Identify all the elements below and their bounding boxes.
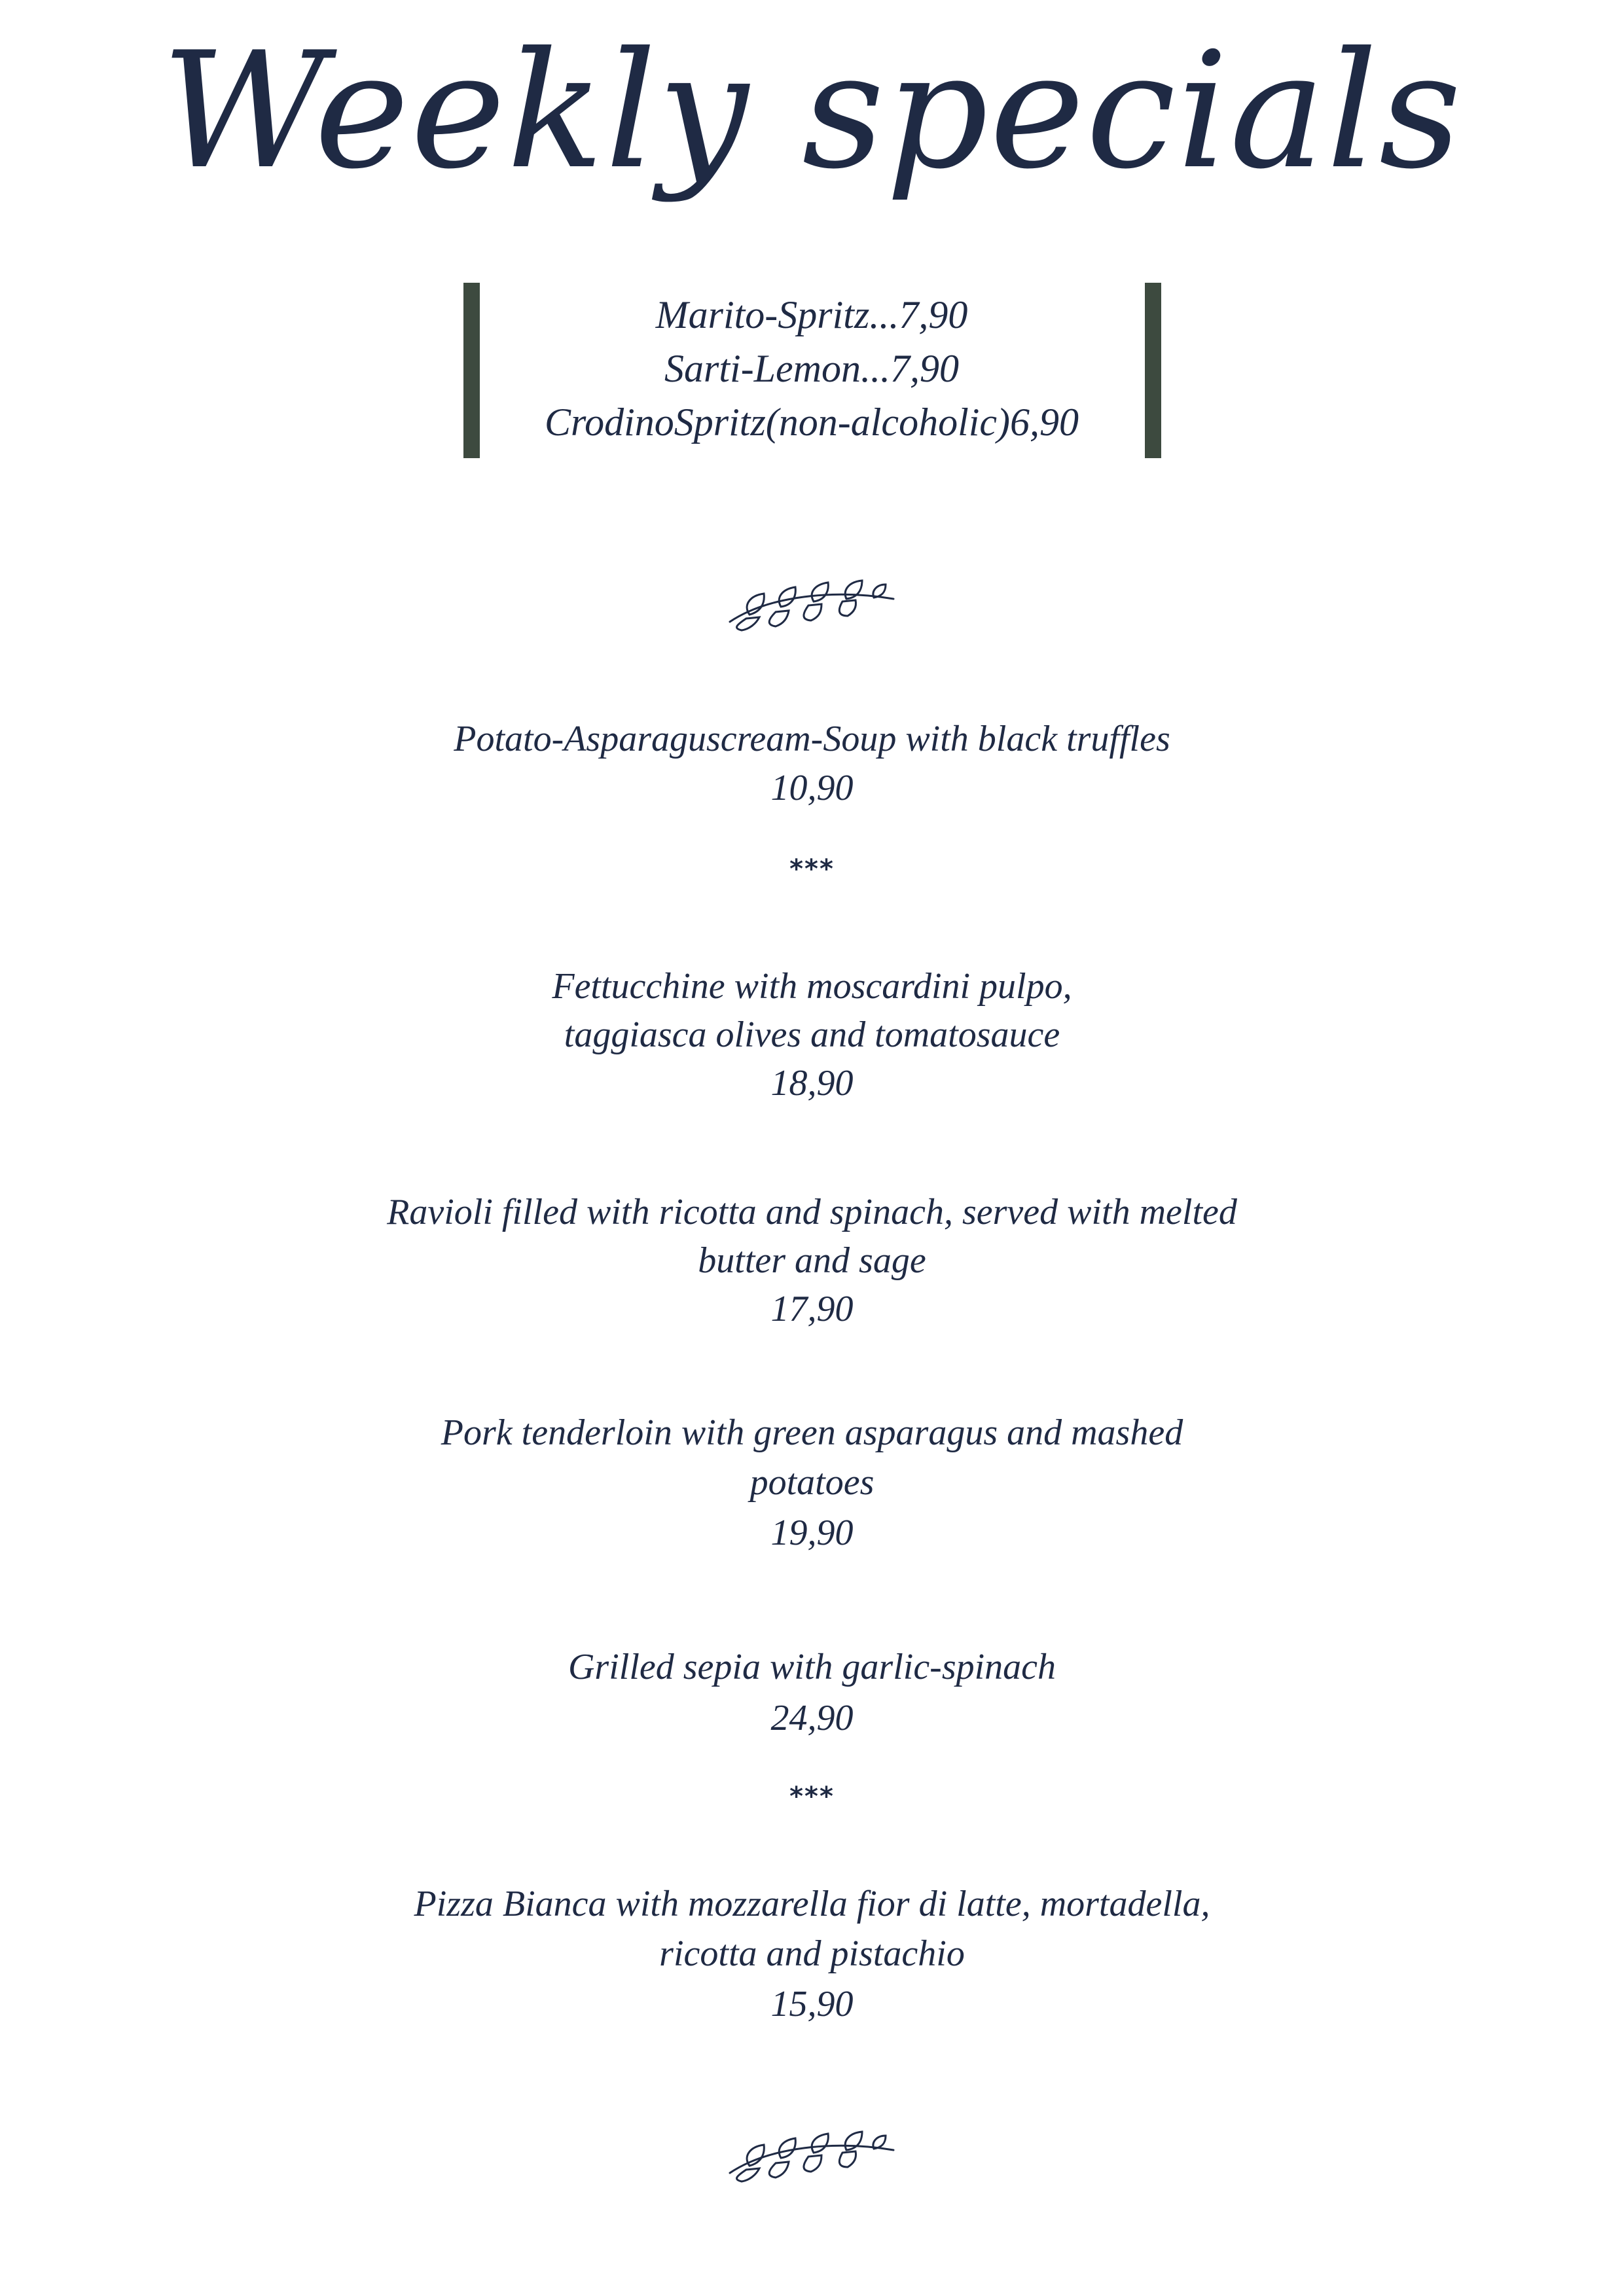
dish-name: Potato-Asparaguscream-Soup with black truffles [454, 719, 1170, 759]
dish-name: Pork tenderloin with green asparagus and mashed [441, 1412, 1183, 1453]
page-title: Weekly specials [161, 18, 1463, 204]
right-accent-bar [1145, 283, 1161, 458]
left-accent-bar [463, 283, 480, 458]
drink-item: Marito-Spritz...7,90 [655, 293, 968, 336]
dish-price: 17,90 [770, 1289, 854, 1329]
dish-name: Fettucchine with moscardini pulpo, [552, 966, 1072, 1007]
dish-price: 10,90 [770, 768, 854, 808]
section-separator: *** [789, 854, 835, 884]
dish-name: Pizza Bianca with mozzarella fior di latte, mortadella, [414, 1884, 1210, 1924]
dish-price: 19,90 [770, 1513, 854, 1553]
dish-price: 15,90 [770, 1984, 854, 2024]
drink-item: CrodinoSpritz(non-alcoholic)6,90 [544, 401, 1079, 444]
dish-name: ricotta and pistachio [659, 1933, 965, 1974]
section-separator: *** [789, 1782, 835, 1812]
dish-price: 18,90 [770, 1063, 854, 1103]
leaf-sprig-icon [723, 2111, 900, 2183]
dish-price: 24,90 [770, 1698, 854, 1738]
dish-name: Ravioli filled with ricotta and spinach, served with melted [387, 1192, 1237, 1232]
drink-item: Sarti-Lemon...7,90 [664, 347, 959, 390]
leaf-sprig-icon [723, 560, 900, 632]
drinks-list [484, 288, 1139, 449]
dish-name: potatoes [749, 1462, 875, 1503]
dish-name: butter and sage [698, 1240, 926, 1281]
dish-name: taggiasca olives and tomatosauce [564, 1014, 1060, 1055]
dish-name: Grilled sepia with garlic-spinach [568, 1647, 1056, 1687]
